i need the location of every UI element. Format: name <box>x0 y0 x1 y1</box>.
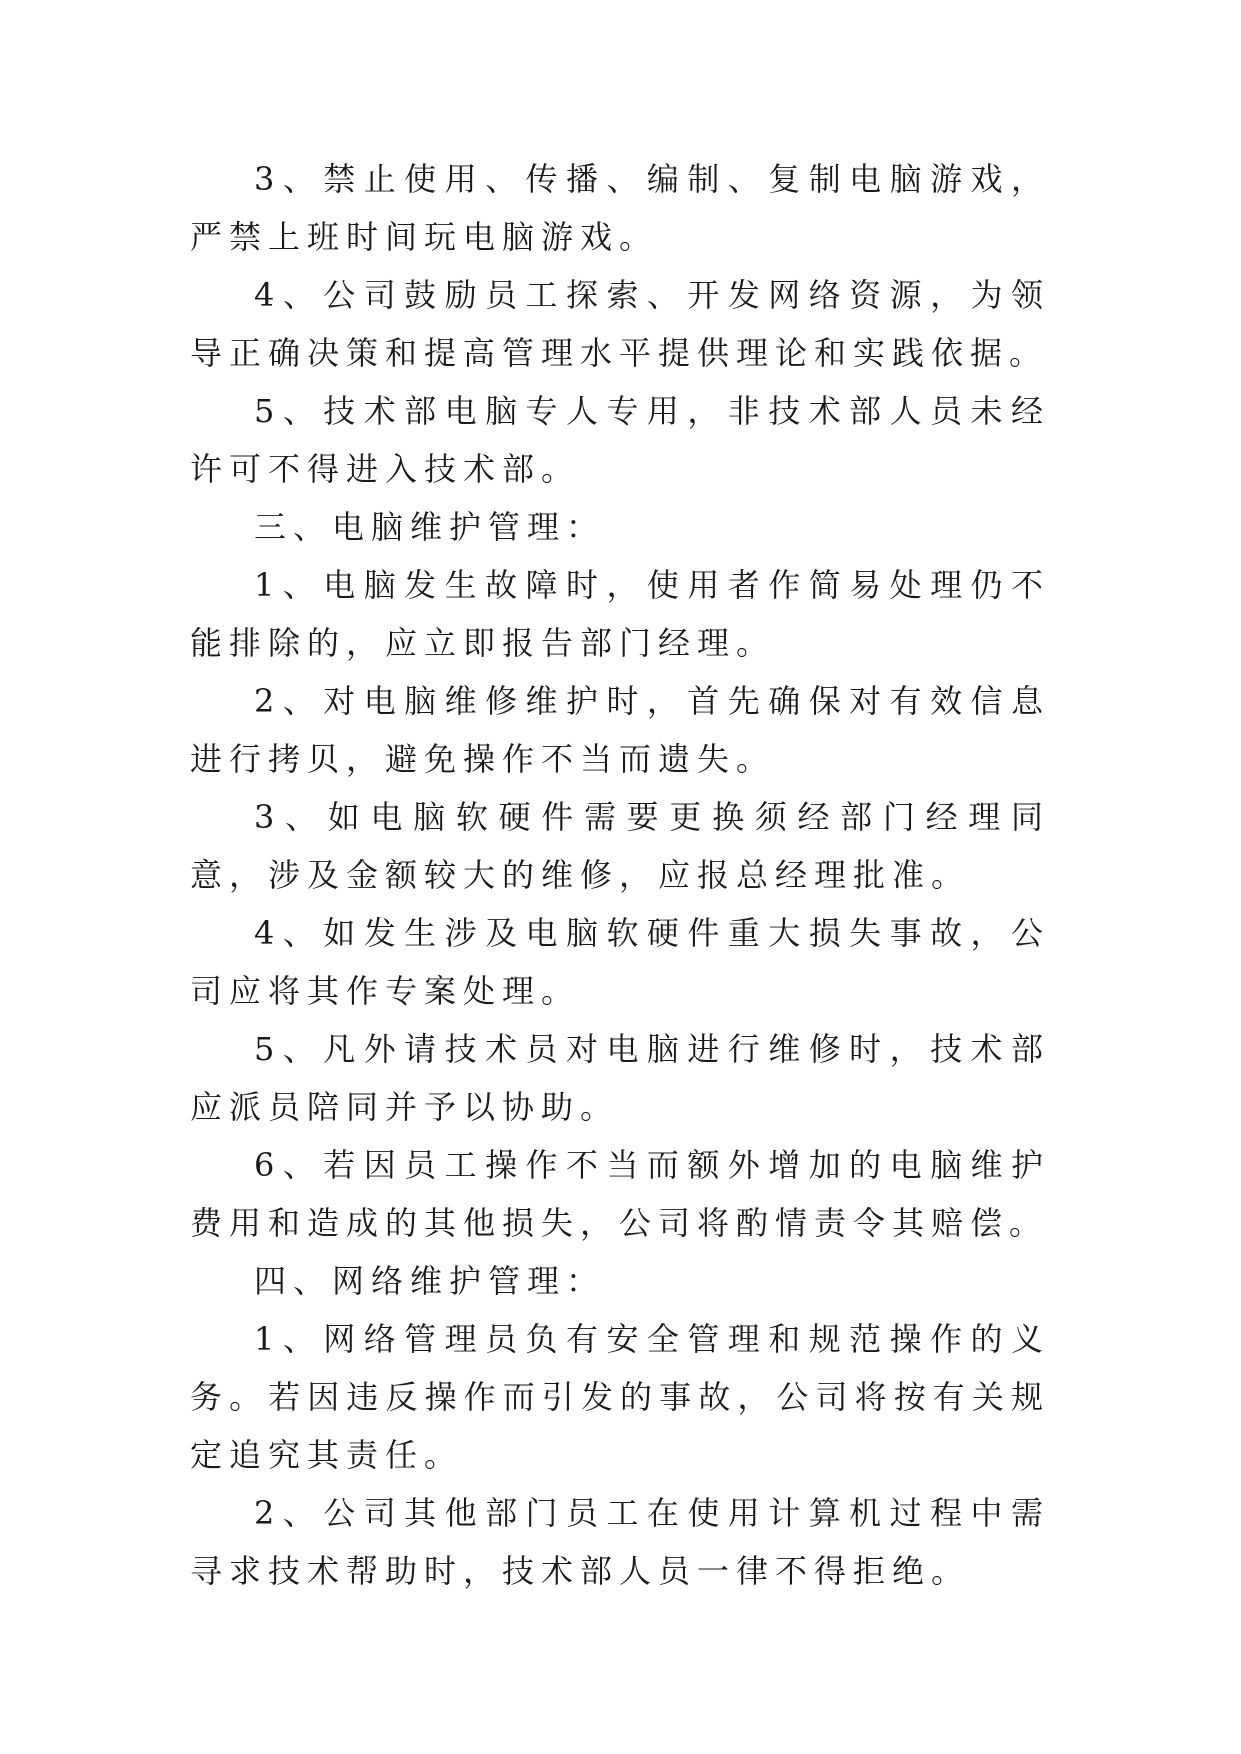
document-body <box>190 150 1050 1600</box>
rule-item-5-tech-dept-computers: 5、技术部电脑专人专用，非技术部人员未经许可不得进入技术部。 <box>190 392 1050 488</box>
rule-item-4-network-resources: 4、公司鼓励员工探索、开发网络资源，为领导正确决策和提高管理水平提供理论和实践依据。 <box>190 276 1050 372</box>
rule-item-3-games: 3、禁止使用、传播、编制、复制电脑游戏，严禁上班时间玩电脑游戏。 <box>190 160 1050 256</box>
maintenance-item-3: 3、如电脑软硬件需要更换须经部门经理同意，涉及金额较大的维修，应报总经理批准。 <box>190 798 1050 894</box>
maintenance-item-5: 5、凡外请技术员对电脑进行维修时，技术部应派员陪同并予以协助。 <box>190 1030 1050 1126</box>
maintenance-item-1: 1、电脑发生故障时，使用者作简易处理仍不能排除的，应立即报告部门经理。 <box>190 566 1050 662</box>
maintenance-item-2: 2、对电脑维修维护时，首先确保对有效信息进行拷贝，避免操作不当而遗失。 <box>190 682 1050 778</box>
section-heading-network-maintenance: 四、网络维护管理： <box>254 1262 606 1300</box>
network-item-2: 2、公司其他部门员工在使用计算机过程中需寻求技术帮助时，技术部人员一律不得拒绝。 <box>190 1494 1050 1590</box>
maintenance-item-4: 4、如发生涉及电脑软硬件重大损失事故，公司应将其作专案处理。 <box>190 914 1050 1010</box>
network-item-1: 1、网络管理员负有安全管理和规范操作的义务。若因违反操作而引发的事故，公司将按有关规定追究其责任。 <box>190 1320 1050 1474</box>
maintenance-item-6: 6、若因员工操作不当而额外增加的电脑维护费用和造成的其他损失，公司将酌情责令其赔偿。 <box>190 1146 1050 1242</box>
section-heading-computer-maintenance: 三、电脑维护管理： <box>254 508 606 546</box>
